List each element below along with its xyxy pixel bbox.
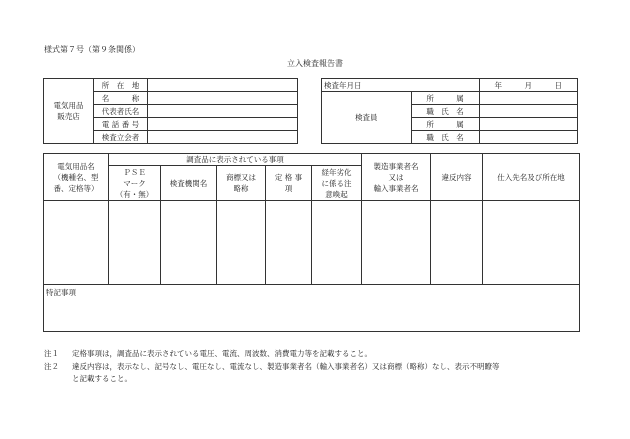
inspector-field-title-name-2: 職 氏 名 <box>411 131 479 144</box>
inspector-value-affiliation-2[interactable] <box>479 118 577 131</box>
inspector-table <box>321 78 578 144</box>
inspection-agency-header: 検査機関名 <box>161 166 217 201</box>
seller-table <box>43 78 298 144</box>
inspector-field-affiliation-2: 所 属 <box>411 118 479 131</box>
inspector-heading: 検査員 <box>322 92 412 144</box>
seller-field-witness: 検査立会者 <box>94 131 148 144</box>
pse-mark-header: ＰＳＥ マーク （有・無） <box>109 166 161 201</box>
violation-header: 違反内容 <box>431 154 483 201</box>
rating-cell[interactable] <box>266 201 312 285</box>
seller-value-phone[interactable] <box>148 118 298 131</box>
displayed-items-header: 調査品に表示されている事項 <box>109 154 362 166</box>
seller-field-name: 名 称 <box>94 92 148 105</box>
inspector-value-title-name-2[interactable] <box>479 131 577 144</box>
seller-value-address[interactable] <box>148 79 298 92</box>
note-2-text: 違反内容は，表示なし、記号なし、電圧なし、電流なし、製造事業者名（輸入事業者名）又は商標（略称）なし、表示不明瞭等 と記載すること。 <box>72 362 500 383</box>
note-1 <box>44 348 604 360</box>
rating-header: 定 格 事 項 <box>266 166 312 201</box>
manufacturer-header: 製造事業者名 又は 輸入事業者名 <box>362 154 431 201</box>
main-table <box>43 153 580 332</box>
inspector-value-title-name-1[interactable] <box>479 105 577 118</box>
document-title: 立入検査報告書 <box>287 59 343 68</box>
product-name-header: 電気用品名 （機種名、型 番、定格等） <box>44 154 109 201</box>
manufacturer-cell[interactable] <box>362 201 431 285</box>
trademark-cell[interactable] <box>217 201 266 285</box>
pse-mark-cell[interactable] <box>109 201 161 285</box>
supplier-cell[interactable] <box>483 201 580 285</box>
seller-value-name[interactable] <box>148 92 298 105</box>
product-name-cell[interactable] <box>44 201 109 285</box>
note-1-label: 注１ <box>44 349 59 358</box>
seller-value-witness[interactable] <box>148 131 298 144</box>
note-1-text: 定格事項は，調査品に表示されている電圧、電流、周波数、消費電力等を記載すること。 <box>72 349 372 358</box>
seller-field-representative: 代表者氏名 <box>94 105 148 118</box>
inspector-field-affiliation-1: 所 属 <box>411 92 479 105</box>
remarks-label: 特記事項 <box>46 288 76 297</box>
remarks-field[interactable] <box>44 285 580 332</box>
form-number: 様式第７号（第９条関係） <box>44 45 140 54</box>
aging-warning-header: 経年劣化 に係る注 意喚起 <box>312 166 362 201</box>
aging-warning-cell[interactable] <box>312 201 362 285</box>
seller-field-phone: 電 話 番 号 <box>94 118 148 131</box>
seller-heading: 電気用品 販売店 <box>44 79 94 144</box>
inspector-field-title-name-1: 職 氏 名 <box>411 105 479 118</box>
note-2 <box>44 361 614 385</box>
trademark-header: 商標又は 略称 <box>217 166 266 201</box>
inspector-value-affiliation-1[interactable] <box>479 92 577 105</box>
inspection-date-label: 検査年月日 <box>322 79 480 92</box>
violation-cell[interactable] <box>431 201 483 285</box>
note-2-label: 注２ <box>44 362 59 371</box>
supplier-header: 仕入先名及び所在地 <box>483 154 580 201</box>
inspection-agency-cell[interactable] <box>161 201 217 285</box>
inspection-date-value[interactable]: 年 月 日 <box>479 79 577 92</box>
seller-field-address: 所 在 地 <box>94 79 148 92</box>
seller-value-representative[interactable] <box>148 105 298 118</box>
